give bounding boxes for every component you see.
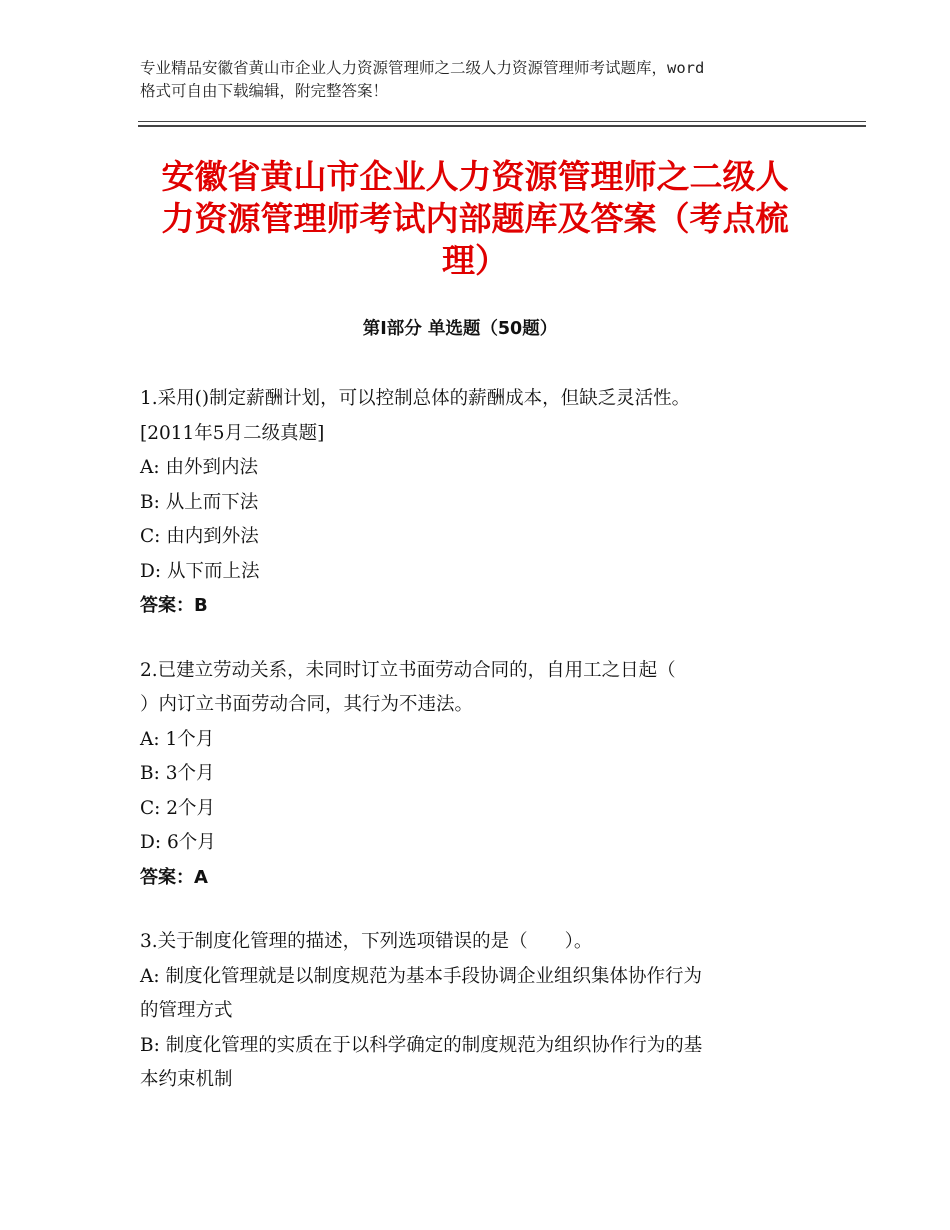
option-d: D: 6个月 xyxy=(140,832,216,853)
option-d: D: 从下而上法 xyxy=(140,560,260,582)
document-title xyxy=(135,156,815,282)
answer: 答案：A xyxy=(140,866,208,888)
option-c: C: 2个月 xyxy=(140,797,216,819)
title-line: 力资源管理师考试内部题库及答案（考点梳 xyxy=(161,199,789,238)
question-1 xyxy=(140,382,820,624)
option-a: A: 1个月 xyxy=(140,728,215,750)
question-stem: 1.采用()制定薪酬计划，可以控制总体的薪酬成本，但缺乏灵活性。 xyxy=(140,388,691,409)
header-rule-thin xyxy=(138,121,866,122)
title-line: 理） xyxy=(442,241,508,280)
option-b-continued: 本约束机制 xyxy=(140,1069,233,1090)
option-a: A: 由外到内法 xyxy=(140,457,258,478)
question-3 xyxy=(140,925,820,1098)
header-line: 专业精品安徽省黄山市企业人力资源管理师之二级人力资源管理师考试题库，word xyxy=(140,59,705,77)
question-stem: ）内订立书面劳动合同，其行为不违法。 xyxy=(140,694,474,715)
option-b: B: 从上而下法 xyxy=(140,491,259,513)
option-a: A: 制度化管理就是以制度规范为基本手段协调企业组织集体协作行为 xyxy=(140,965,702,987)
answer: 答案：B xyxy=(140,595,208,616)
question-stem: [2011年5月二级真题] xyxy=(140,422,325,444)
header-line: 格式可自由下载编辑，附完整答案！ xyxy=(140,82,389,100)
question-stem: 3.关于制度化管理的描述，下列选项错误的是（ ）。 xyxy=(140,931,593,952)
header-rule-thick xyxy=(138,125,866,127)
question-list xyxy=(140,382,820,1128)
question-stem: 2.已建立劳动关系，未同时订立书面劳动合同的，自用工之日起（ xyxy=(140,659,676,681)
option-a-continued: 的管理方式 xyxy=(140,1000,233,1021)
title-line: 安徽省黄山市企业人力资源管理师之二级人 xyxy=(161,157,789,196)
option-b: B: 3个月 xyxy=(140,763,215,784)
option-c: C: 由内到外法 xyxy=(140,526,259,547)
section-title: 第Ⅰ部分 单选题（50题） xyxy=(362,319,558,339)
option-b: B: 制度化管理的实质在于以科学确定的制度规范为组织协作行为的基 xyxy=(140,1034,703,1056)
page-header xyxy=(140,57,830,103)
question-2 xyxy=(140,654,820,896)
